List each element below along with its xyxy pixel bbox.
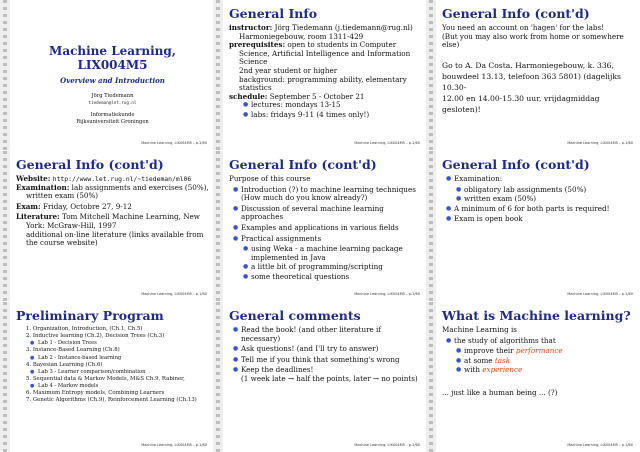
contact-info: bouwdeel 13.13, telefoon 363 5801) (dagelijks 10.30-	[442, 71, 621, 92]
slide-intro: Machine Learning is	[442, 325, 517, 334]
literature-line: the course website)	[26, 238, 98, 248]
bullet-icon: ●	[446, 336, 452, 344]
author-email: tiedeman@let.rug.nl	[88, 100, 137, 105]
slide-strip	[0, 151, 10, 301]
prereq-line: Science, Artificial Intelligence and Information	[239, 48, 411, 58]
slide-title: What is Machine learning?	[442, 308, 631, 323]
contact-info: Go to A. Da Costa. Harmoniegebouw, k. 336,	[442, 60, 614, 70]
program-item: 3. Instance-Based Learning (Ch.8)	[26, 347, 120, 354]
slide-strip	[0, 302, 10, 452]
slide-strip	[426, 151, 436, 301]
slide-footer: Machine Learning, LIX004M5 – p.1/60	[354, 141, 420, 145]
slide-title: Preliminary Program	[16, 308, 164, 323]
slide-title: General Info (cont'd)	[16, 157, 164, 172]
slide-footer: Machine Learning, LIX004M5 – p.1/60	[354, 292, 420, 296]
program-item: 1. Organization, Introduction, (Ch.1, Ch.5)	[26, 326, 143, 332]
list-subitem: ● obligatory lab assignments (50%)	[456, 184, 587, 194]
bullet-icon: ●	[456, 356, 462, 364]
prereq-line: 2nd year student or higher	[239, 65, 338, 75]
list-item: ● Examples and applications in various fields	[233, 222, 399, 232]
slide-2[interactable]	[213, 0, 426, 150]
list-item: ● labs: fridays 9-11 (4 times only!)	[243, 109, 370, 119]
list-subitem: ● a little bit of programming/scripting	[243, 262, 383, 272]
list-item: ● A minimum of 6 for both parts is required!	[446, 203, 610, 213]
slide-footer: Machine Learning, LIX004M5 – p.1/60	[567, 141, 633, 145]
course-subtitle: Overview and Introduction	[60, 76, 165, 85]
program-lab: ● Lab 1 - Decision Trees	[30, 340, 97, 347]
bullet-icon: ●	[456, 185, 462, 193]
slide-9[interactable]	[426, 302, 639, 452]
prereq-value: open to students in Computer	[287, 40, 397, 50]
bullet-icon: ●	[30, 368, 35, 375]
list-item: ● Introduction (?) to machine learning techniques (How much do you know already?)	[233, 184, 416, 203]
exam-label: Examination:	[16, 182, 70, 192]
instructor-label: instructor:	[229, 23, 273, 32]
slide-3[interactable]	[426, 0, 639, 150]
literature-line: additional on-line literature (links available from	[26, 229, 204, 239]
slide-8[interactable]	[213, 302, 426, 452]
closing-remark: ... just like a human being ... (?)	[442, 387, 558, 397]
author: Jörg Tiedemann	[91, 93, 134, 99]
list-item: ● Discussion of several machine learning approaches	[233, 203, 384, 222]
slide-footer: Machine Learning, LIX004M5 – p.1/60	[141, 292, 207, 296]
bullet-icon: ●	[233, 345, 239, 353]
slide-strip	[426, 302, 436, 452]
website-label: Website:	[16, 174, 51, 183]
literature-label: Literature:	[16, 212, 60, 222]
account-note: You need an account on 'hagen' for the labs!	[442, 23, 605, 32]
slide-1[interactable]	[0, 0, 213, 150]
slide-title: General comments	[229, 308, 361, 323]
list-item: ● Exam is open book	[446, 214, 523, 224]
bullet-icon: ●	[233, 204, 239, 212]
slide-7[interactable]	[0, 302, 213, 452]
schedule-label: schedule:	[229, 91, 268, 101]
bullet-icon: ●	[456, 366, 462, 374]
list-item: ● Practical assignments	[233, 233, 322, 243]
slide-strip	[213, 151, 223, 301]
list-subitem: ● using Weka - a machine learning package implemented in Java	[243, 244, 403, 262]
list-item: ● the study of algorithms that	[446, 335, 556, 345]
program-item: 2. Inductive learning (Ch.2), Decision Trees (Ch.3)	[26, 333, 165, 340]
bullet-icon: ●	[446, 175, 452, 182]
bullet-icon: ●	[243, 110, 249, 118]
bullet-icon: ●	[446, 204, 452, 212]
emphasis: performance	[515, 346, 563, 356]
list-item: ● Tell me if you think that something's wrong	[233, 354, 400, 364]
program-lab: ● Lab 2 - Instance-based learning	[30, 354, 122, 361]
prereq-label: prerequisites:	[229, 40, 286, 50]
bullet-icon: ●	[456, 195, 462, 203]
prereq-line: Science	[239, 57, 268, 67]
contact-info: 12.00 en 14.00-15.30 uur, vrijdagmiddag gesloten)!	[442, 93, 600, 114]
slide-4[interactable]	[0, 151, 213, 301]
bullet-icon: ●	[243, 245, 249, 253]
slide-strip	[213, 0, 223, 150]
slide-footer: Machine Learning, LIX004M5 – p.1/60	[141, 141, 207, 145]
exam-value: written exam (50%)	[26, 191, 99, 201]
list-subitem: ● some theoretical questions	[243, 271, 350, 281]
prereq-line: statistics	[239, 83, 272, 93]
literature-value: Tom Mitchell Machine Learning, New	[61, 212, 200, 222]
bullet-icon: ●	[30, 354, 35, 361]
bullet-icon: ●	[446, 215, 452, 223]
slide-footer: Machine Learning, LIX004M5 – p.1/60	[141, 443, 207, 447]
list-subitem: ● improve their performance	[456, 346, 563, 356]
program-lab: ● Lab 3 - Learner comparison/combination	[30, 368, 146, 375]
bullet-icon: ●	[243, 272, 249, 280]
university: Rijksuniversiteit Groningen	[76, 119, 149, 125]
list-subitem: ● written exam (50%)	[456, 194, 537, 204]
department: Informatiekunde	[90, 112, 135, 118]
list-item: ● Ask questions! (and I'll try to answer)	[233, 344, 379, 354]
slide-title: General Info (cont'd)	[442, 6, 590, 21]
slide-footer: Machine Learning, LIX004M5 – p.1/60	[567, 292, 633, 296]
bullet-icon: ●	[233, 355, 239, 363]
bullet-icon: ●	[243, 101, 249, 109]
list-item: ● lectures: mondays 13-15	[243, 100, 341, 110]
list-item: ● Read the book! (and other literature if necessary)	[233, 325, 382, 343]
literature-line: York: McGraw-Hill, 1997	[26, 220, 117, 230]
program-item: 5. Sequential data & Markov Models, M&S Ch.9, Rabiner,	[26, 375, 185, 382]
slide-strip	[0, 0, 10, 150]
account-note: else)	[442, 40, 460, 50]
bullet-icon: ●	[243, 263, 249, 271]
list-subitem: ● at some task	[456, 355, 511, 365]
slide-footer: Machine Learning, LIX004M5 – p.1/60	[567, 443, 633, 447]
bullet-icon: ●	[233, 366, 239, 374]
bullet-icon: ●	[233, 185, 239, 193]
prereq-line: background: programming ability, elementary	[239, 74, 407, 84]
slide-title: General Info (cont'd)	[229, 157, 377, 172]
account-note: (But you may also work from home or somewhere	[442, 31, 624, 41]
bullet-icon: ●	[233, 234, 239, 242]
exam-value: lab assignments and exercises (50%),	[71, 182, 209, 192]
exam-day-value: Friday, Octobre 27, 9-12	[42, 201, 132, 211]
slide-5[interactable]	[213, 151, 426, 301]
bullet-icon: ●	[233, 326, 239, 333]
bullet-icon: ●	[456, 347, 462, 355]
website-link[interactable]: http://www.let.rug.nl/~tiedeman/ml06	[52, 175, 192, 183]
exam-day-label: Exam:	[16, 201, 41, 211]
instructor-value: Jörg Tiedemann (j.tiedemann@rug.nl)	[274, 23, 413, 32]
bullet-icon: ●	[30, 340, 35, 347]
instructor-room: Harmoniegebouw, room 1311-429	[239, 31, 364, 41]
slide-strip	[213, 302, 223, 452]
slide-6[interactable]	[426, 151, 639, 301]
slide-title: General Info	[229, 6, 318, 21]
slide-intro: Purpose of this course	[229, 174, 311, 183]
emphasis: experience	[482, 365, 523, 375]
course-title: Machine Learning, LIX004M5	[49, 44, 176, 72]
emphasis: task	[494, 355, 511, 365]
slide-title: General Info (cont'd)	[442, 157, 590, 172]
schedule-value: September 5 - October 21	[269, 91, 365, 101]
program-item: 6. Maximum Entropy models, Combining Learners	[26, 390, 165, 397]
bullet-icon: ●	[233, 223, 239, 231]
list-item: ● Keep the deadlines! (1 week late → half the points, later → no points)	[233, 365, 418, 383]
program-lab: ● Lab 4 - Markov models	[30, 383, 99, 390]
list-item: ● Examination:	[446, 174, 503, 183]
program-item: 7. Genetic Algorithms (Ch.9), Reinforcement Learning (Ch.13)	[26, 397, 197, 404]
slide-footer: Machine Learning, LIX004M5 – p.1/60	[354, 443, 420, 447]
deadline-note: (1 week late → half the points, later → no points)	[241, 373, 418, 383]
slide-strip	[426, 0, 436, 150]
list-subitem: ● with experience	[456, 365, 523, 375]
program-item: 4. Bayesian Learning (Ch.6)	[26, 361, 103, 368]
bullet-icon: ●	[30, 383, 35, 390]
